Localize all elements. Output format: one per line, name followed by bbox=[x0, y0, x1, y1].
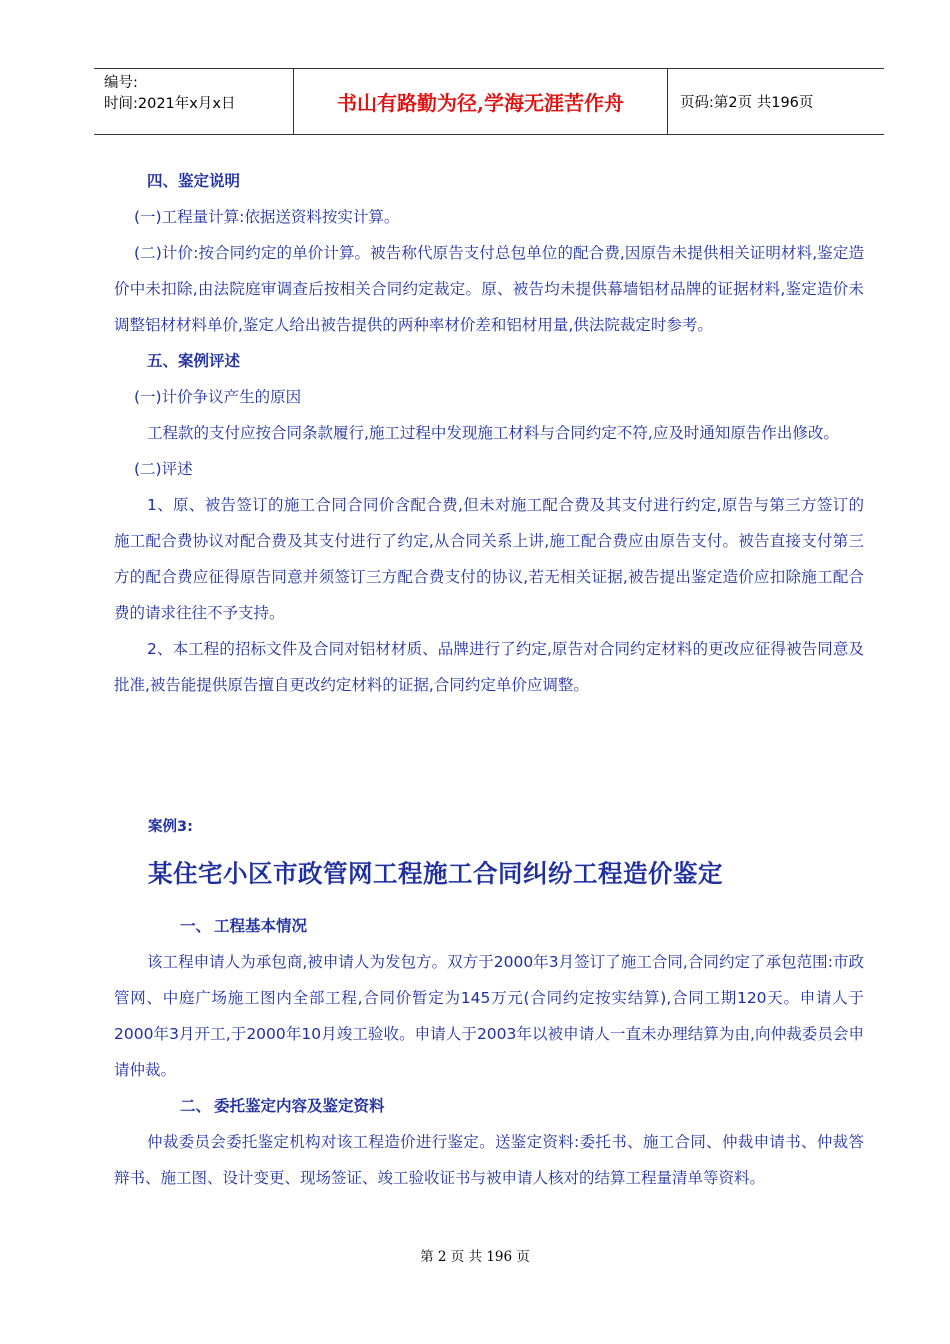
case3-section1-heading bbox=[114, 908, 864, 944]
case3-section1-number: 一、 bbox=[180, 917, 212, 935]
case3-title: 某住宅小区市政管网工程施工合同纠纷工程造价鉴定 bbox=[148, 859, 723, 888]
header-page-number: 页码:第2页 共196页 bbox=[680, 95, 814, 111]
case3-section2-paragraph: 仲裁委员会委托鉴定机构对该工程造价进行鉴定。送鉴定资料:委托书、施工合同、仲裁申请书、仲裁答辩书、施工图、设计变更、现场签证、竣工验收证书与被申请人核对的结算工程量清单等资料。 bbox=[114, 1133, 864, 1187]
section4-paragraph-2: (二)计价:按合同约定的单价计算。被告称代原告支付总包单位的配合费,因原告未提供相关证明材料,鉴定造价中未扣除,由法院庭审调查后按相关合同约定裁定。原、被告均未提供幕墙铝材品牌的证据材料,鉴定造价未调整铝材材料单价,鉴定人给出被告提供的两种率材价差和铝材用量,供法院裁定时参考。 bbox=[114, 244, 864, 334]
header-meta bbox=[94, 69, 294, 134]
section4-paragraph-1: (一)工程量计算:依据送资料按实计算。 bbox=[134, 208, 400, 226]
case3-label: 案例3: bbox=[148, 819, 193, 835]
header-motto: 书山有路勤为径,学海无涯苦作舟 bbox=[294, 69, 668, 134]
page-footer: 第 2 页 共 196 页 bbox=[420, 1249, 530, 1265]
document-time-label: 时间:2021年x月x日 bbox=[104, 96, 236, 112]
section4-title: 四、鉴定说明 bbox=[147, 172, 241, 190]
section5-paragraph-3: 2、本工程的招标文件及合同对铝材材质、品牌进行了约定,原告对合同约定材料的更改应征得被告同意及批准,被告能提供原告擅自更改约定材料的证据,合同约定单价应调整。 bbox=[114, 640, 864, 694]
section5-subtitle-2: (二)评述 bbox=[134, 460, 193, 478]
section5-paragraph-1: 工程款的支付应按合同条款履行,施工过程中发现施工材料与合同约定不符,应及时通知原告作出修改。 bbox=[147, 424, 839, 442]
case3-section2-number: 二、 bbox=[180, 1097, 212, 1115]
section5-subtitle-1: (一)计价争议产生的原因 bbox=[134, 388, 302, 406]
page-header bbox=[94, 68, 884, 135]
case3-body bbox=[114, 908, 864, 1196]
section5-paragraph-2: 1、原、被告签订的施工合同合同价含配合费,但未对施工配合费及其支付进行约定,原告与第三方签订的施工配合费协议对配合费及其支付进行了约定,从合同关系上讲,施工配合费应由原告支付。被告直接支付第三方的配合费应征得原告同意并须签订三方配合费支付的协议,若无相关证据,被告提出鉴定造价应扣除施工配合费的请求往往不予支持。 bbox=[114, 496, 864, 622]
document-body bbox=[114, 163, 864, 703]
case3-section2-heading bbox=[114, 1088, 864, 1124]
case3-section2-title: 委托鉴定内容及鉴定资料 bbox=[214, 1097, 385, 1115]
case3-section1-title: 工程基本情况 bbox=[214, 917, 308, 935]
case3-section1-paragraph: 该工程申请人为承包商,被申请人为发包方。双方于2000年3月签订了施工合同,合同约定了承包范围:市政管网、中庭广场施工图内全部工程,合同价暂定为145万元(合同约定按实结算),合同工期120天。申请人于2000年3月开工,于2000年10月竣工验收。申请人于2003年以被申请人一直未办理结算为由,向仲裁委员会申请仲裁。 bbox=[114, 953, 864, 1079]
section5-title: 五、案例评述 bbox=[147, 352, 241, 370]
document-number-label: 编号: bbox=[104, 75, 138, 91]
